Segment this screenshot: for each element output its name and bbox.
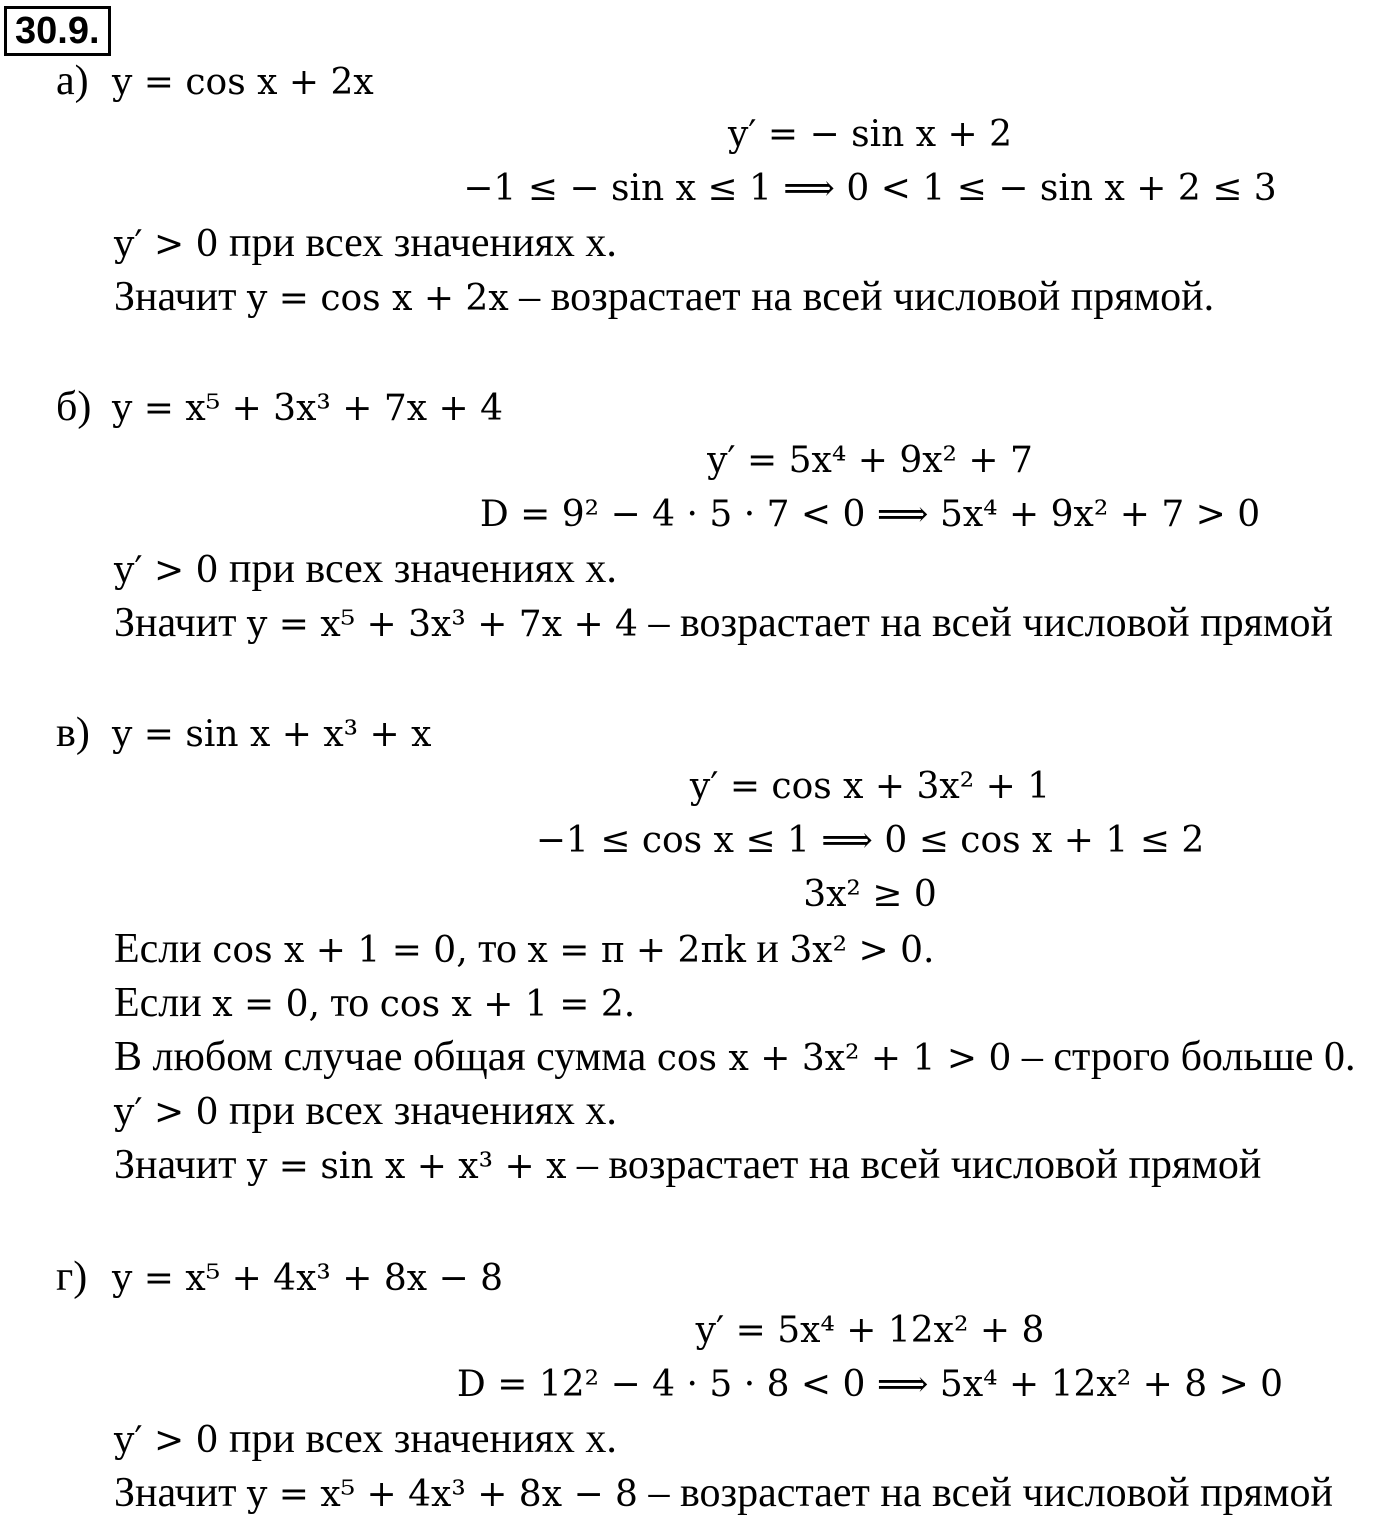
part-b-conclusion-formula: y = x⁵ + 3x³ + 7x + 4: [246, 604, 638, 645]
part-c-case2: [114, 978, 635, 1030]
part-c-case1-formula2: x = π + 2πk: [527, 930, 746, 971]
part-c-case1-and: и: [756, 926, 779, 972]
part-c-conclusion-text: – возрастает на всей числовой прямой: [576, 1142, 1262, 1188]
part-c-case2-formula2: cos x + 1 = 2.: [379, 984, 636, 1025]
part-c-case2-prefix: Если: [114, 980, 202, 1026]
part-d-function: y = x⁵ + 4x³ + 8x − 8: [112, 1258, 504, 1299]
part-c-case1: [114, 924, 934, 976]
part-d-conclusion: [114, 1468, 1333, 1520]
part-c-sum-formula: cos x + 3x² + 1 > 0: [656, 1038, 1012, 1079]
part-a-conclusion-prefix: Значит: [114, 274, 237, 320]
part-c-conclusion-prefix: Значит: [114, 1142, 237, 1188]
part-c-case1-mid: то: [478, 926, 517, 972]
problem-number: 30.9.: [4, 6, 111, 56]
part-a-conclusion: [114, 272, 1214, 324]
part-c-sum: [114, 1032, 1355, 1084]
part-c-sum-text: – строго больше 0.: [1021, 1034, 1356, 1080]
part-c-positive-formula: y′ > 0: [114, 1092, 219, 1133]
part-a-label: а): [56, 58, 89, 104]
part-d-step: D = 12² − 4 · 5 · 8 < 0 ⟹ 5x⁴ + 12x² + 8 > 0: [456, 1364, 1284, 1405]
part-a-positive-formula: y′ > 0: [114, 224, 219, 265]
part-a-derivative: y′ = − sin x + 2: [727, 114, 1013, 155]
part-b-conclusion: [114, 598, 1333, 650]
part-c-header: [56, 708, 431, 760]
part-c-step2: 3x² ≥ 0: [803, 874, 937, 915]
part-b-positive-text: при всех значениях x.: [228, 546, 617, 592]
part-c-conclusion-formula: y = sin x + x³ + x: [246, 1146, 567, 1187]
part-c-positive: [114, 1086, 617, 1138]
part-c-case2-mid: то: [330, 980, 370, 1026]
part-b-positive: [114, 544, 617, 596]
part-d-derivative: y′ = 5x⁴ + 12x² + 8: [695, 1310, 1045, 1351]
part-a-conclusion-text: – возрастает на всей числовой прямой.: [519, 274, 1215, 320]
part-c-label: в): [56, 710, 90, 756]
part-d-conclusion-formula: y = x⁵ + 4x³ + 8x − 8: [246, 1474, 638, 1515]
part-a-positive-text: при всех значениях x.: [228, 220, 617, 266]
part-b-positive-formula: y′ > 0: [114, 550, 219, 591]
part-a-positive: [114, 218, 617, 270]
part-c-derivative: y′ = cos x + 3x² + 1: [689, 766, 1051, 807]
part-d-conclusion-text: – возрастает на всей числовой прямой: [648, 1470, 1333, 1516]
part-c-case1-formula: cos x + 1 = 0,: [212, 930, 468, 971]
part-b-function: y = x⁵ + 3x³ + 7x + 4: [112, 388, 504, 429]
part-d-conclusion-prefix: Значит: [114, 1470, 237, 1516]
part-a-step: −1 ≤ − sin x ≤ 1 ⟹ 0 < 1 ≤ − sin x + 2 ≤ 3: [463, 168, 1277, 209]
part-c-function: y = sin x + x³ + x: [112, 714, 432, 755]
part-c-case2-formula: x = 0,: [212, 984, 320, 1025]
part-c-conclusion: [114, 1140, 1261, 1192]
part-c-case1-formula3: 3x² > 0.: [789, 930, 935, 971]
part-c-case1-prefix: Если: [114, 926, 202, 972]
part-b-derivative: y′ = 5x⁴ + 9x² + 7: [707, 440, 1033, 481]
part-b-conclusion-prefix: Значит: [114, 600, 237, 646]
part-d-positive-text: при всех значениях x.: [228, 1416, 617, 1462]
part-d-positive-formula: y′ > 0: [114, 1420, 219, 1461]
part-c-positive-text: при всех значениях x.: [228, 1088, 617, 1134]
part-b-label: б): [56, 384, 92, 430]
part-d-label: г): [56, 1254, 88, 1300]
part-c-step: −1 ≤ cos x ≤ 1 ⟹ 0 ≤ cos x + 1 ≤ 2: [535, 820, 1205, 861]
part-a-conclusion-formula: y = cos x + 2x: [246, 278, 509, 319]
part-b-step: D = 9² − 4 · 5 · 7 < 0 ⟹ 5x⁴ + 9x² + 7 > 0: [479, 494, 1261, 535]
part-b-header: [56, 382, 503, 434]
part-d-header: [56, 1252, 503, 1304]
part-b-conclusion-text: – возрастает на всей числовой прямой: [648, 600, 1333, 646]
part-c-sum-prefix: В любом случае общая сумма: [114, 1034, 647, 1080]
part-a-header: [56, 56, 374, 108]
part-a-function: y = cos x + 2x: [112, 62, 374, 103]
part-d-positive: [114, 1414, 617, 1466]
